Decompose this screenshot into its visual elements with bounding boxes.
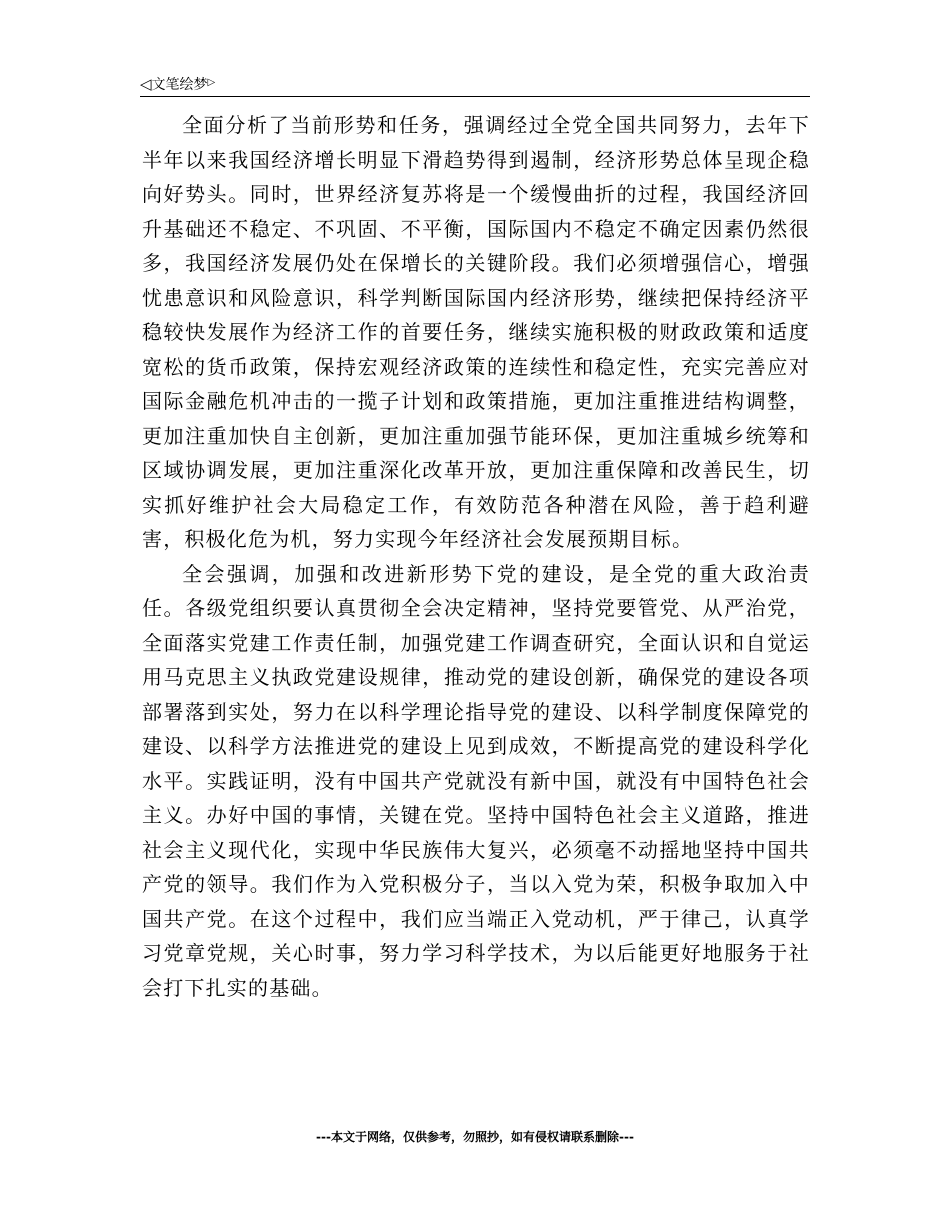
body-paragraph-1: 全面分析了当前形势和任务，强调经过全党全国共同努力，去年下半年以来我国经济增长明显下滑趋势得到遏制，经济形势总体呈现企稳向好势头。同时，世界经济复苏将是一个缓慢曲折的过程，我国经济回升基础还不稳定、不巩固、不平衡，国际国内不稳定不确定因素仍然很多，我国经济发展仍处在保增长的关键阶段。我们必须增强信心，增强忧患意识和风险意识，科学判断国际国内经济形势，继续把保持经济平稳较快发展作为经济工作的首要任务，继续实施积极的财政政策和适度宽松的货币政策，保持宏观经济政策的连续性和稳定性，充实完善应对国际金融危机冲击的一揽子计划和政策措施，更加注重推进结构调整，更加注重加快自主创新，更加注重加强节能环保，更加注重城乡统筹和区域协调发展，更加注重深化改革开放，更加注重保障和改善民生，切实抓好维护社会大局稳定工作，有效防范各种潜在风险，善于趋利避害，积极化危为机，努力实现今年经济社会发展预期目标。 (142, 113, 810, 551)
header-title (140, 74, 215, 94)
page-footer-disclaimer: ---本文于网络，仅供参考，勿照抄，如有侵权请联系删除--- (316, 1130, 634, 1144)
document-body (142, 108, 810, 1005)
triangle-left-icon: ◁ (140, 75, 152, 93)
header-title-text: 文笔绘梦 (151, 77, 208, 93)
page-header (140, 74, 810, 97)
body-paragraph-2: 全会强调，加强和改进新形势下党的建设，是全党的重大政治责任。各级党组织要认真贯彻全会决定精神，坚持党要管党、从严治党，全面落实党建工作责任制，加强党建工作调查研究，全面认识和自觉运用马克思主义执政党建设规律，推动党的建设创新，确保党的建设各项部署落到实处，努力在以科学理论指导党的建设、以科学制度保障党的建设、以科学方法推进党的建设上见到成效，不断提高党的建设科学化水平。实践证明，没有中国共产党就没有新中国，就没有中国特色社会主义。办好中国的事情，关键在党。坚持中国特色社会主义道路，推进社会主义现代化，实现中华民族伟大复兴，必须毫不动摇地坚持中国共产党的领导。我们作为入党积极分子，当以入党为荣，积极争取加入中国共产党。在这个过程中，我们应当端正入党动机，严于律己，认真学习党章党规，关心时事，努力学习科学技术，为以后能更好地服务于社会打下扎实的基础。 (142, 561, 810, 1000)
triangle-right-icon: ▷ (207, 77, 216, 88)
